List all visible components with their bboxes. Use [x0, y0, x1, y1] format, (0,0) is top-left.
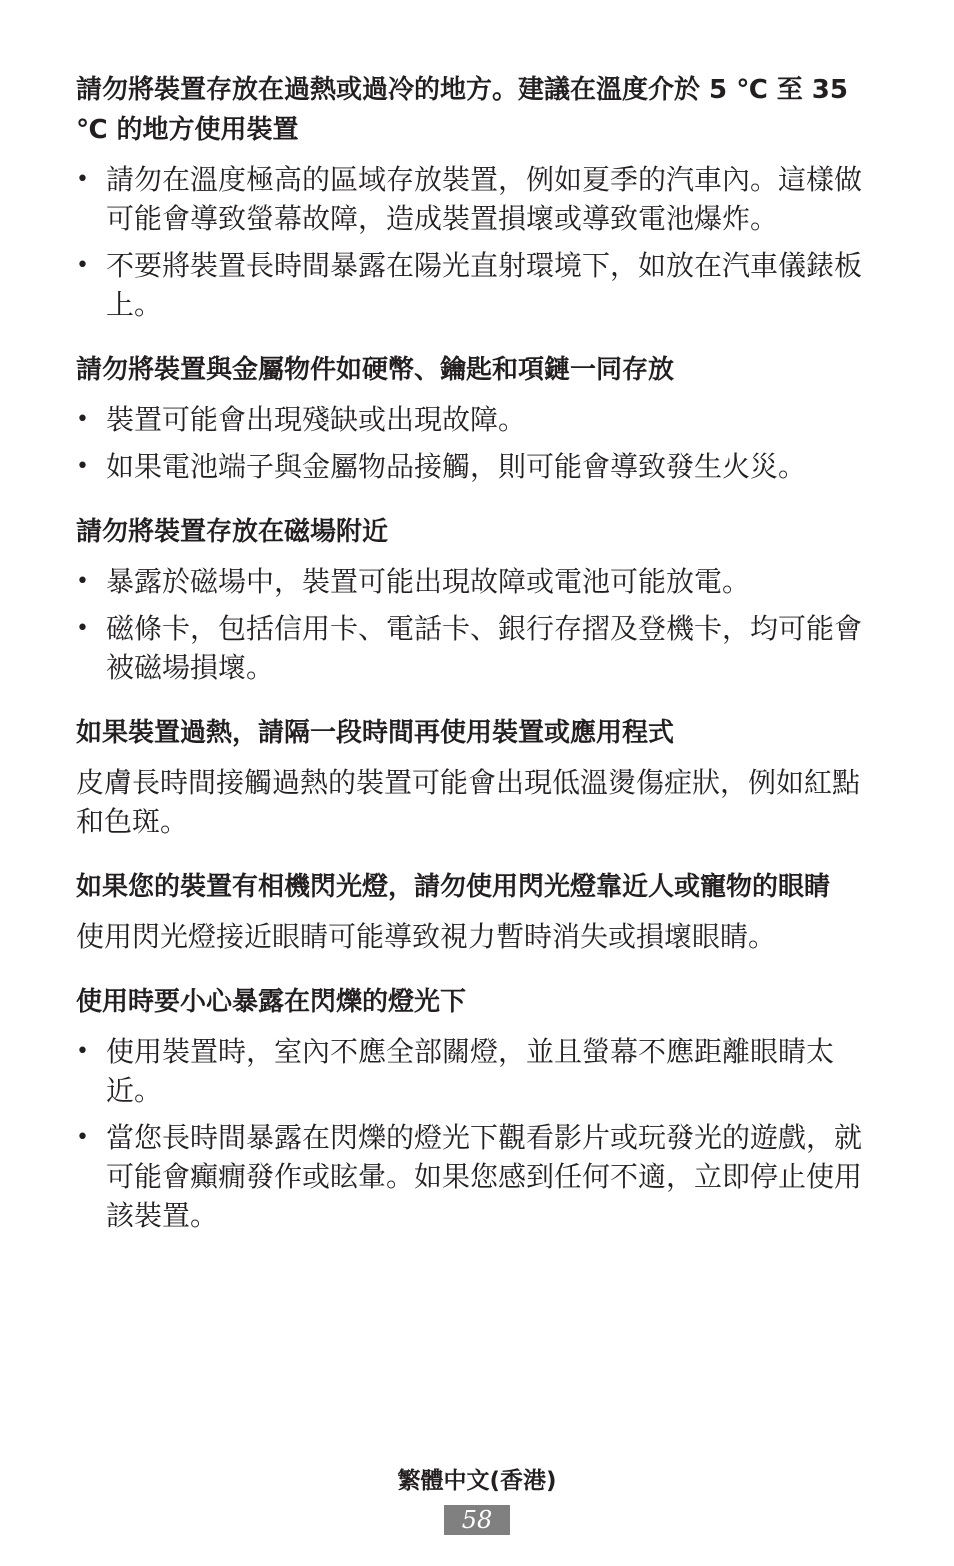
section-heading: 如果裝置過熱，請隔一段時間再使用裝置或應用程式 — [76, 718, 675, 748]
section-paragraph: 使用閃光燈接近眼睛可能導致視力暫時消失或損壞眼睛。 — [76, 920, 777, 953]
bullet-list — [76, 562, 872, 687]
section-heading: 使用時要小心暴露在閃爍的燈光下 — [76, 987, 467, 1017]
bullet-icon: • — [76, 1039, 89, 1064]
bullet-icon: • — [76, 407, 89, 432]
list-item — [76, 609, 872, 687]
bullet-list — [76, 160, 872, 324]
page-content — [76, 70, 872, 1261]
bullet-icon: • — [76, 569, 89, 594]
list-item-text: 不要將裝置長時間暴露在陽光直射環境下，如放在汽車儀錶板上。 — [106, 249, 863, 321]
bullet-icon: • — [76, 1125, 89, 1150]
section-magnetic-fields — [76, 512, 872, 687]
section-flashing-lights — [76, 982, 872, 1235]
list-item — [76, 1118, 872, 1235]
list-item — [76, 447, 872, 486]
footer-language-label: 繁體中文(香港) — [397, 1468, 557, 1494]
list-item — [76, 160, 872, 238]
list-item-text: 磁條卡，包括信用卡、電話卡、銀行存摺及登機卡，均可能會被磁場損壞。 — [106, 612, 863, 684]
section-camera-flash — [76, 867, 872, 956]
list-item-text: 如果電池端子與金屬物品接觸，則可能會導致發生火災。 — [106, 450, 807, 483]
section-overheating — [76, 713, 872, 841]
bullet-icon: • — [76, 167, 89, 192]
bullet-icon: • — [76, 616, 89, 641]
list-item-text: 暴露於磁場中，裝置可能出現故障或電池可能放電。 — [106, 565, 751, 598]
bullet-icon: • — [76, 253, 89, 278]
list-item — [76, 400, 872, 439]
list-item — [76, 246, 872, 324]
list-item-text: 裝置可能會出現殘缺或出現故障。 — [106, 403, 527, 436]
list-item-text: 請勿在溫度極高的區域存放裝置，例如夏季的汽車內。這樣做可能會導致螢幕故障，造成裝置損壞或導致電池爆炸。 — [106, 163, 863, 235]
section-heading: 請勿將裝置存放在磁場附近 — [76, 517, 389, 547]
page-number-badge: 58 — [444, 1505, 510, 1535]
list-item-text: 當您長時間暴露在閃爍的燈光下觀看影片或玩發光的遊戲，就可能會癲癇發作或眩暈。如果您感到任何不適，立即停止使用該裝置。 — [106, 1121, 863, 1232]
section-paragraph: 皮膚長時間接觸過熱的裝置可能會出現低溫燙傷症狀，例如紅點和色斑。 — [76, 766, 861, 838]
list-item — [76, 562, 872, 601]
list-item-text: 使用裝置時，室內不應全部關燈，並且螢幕不應距離眼睛太近。 — [106, 1035, 835, 1107]
section-temperature — [76, 70, 872, 324]
bullet-list — [76, 400, 872, 486]
section-heading: 請勿將裝置存放在過熱或過冷的地方。建議在溫度介於 5 ℃ 至 35 ℃ 的地方使用裝置 — [76, 75, 848, 145]
bullet-list — [76, 1032, 872, 1235]
list-item — [76, 1032, 872, 1110]
section-heading: 請勿將裝置與金屬物件如硬幣、鑰匙和項鏈一同存放 — [76, 355, 675, 385]
section-metal-objects — [76, 350, 872, 486]
bullet-icon: • — [76, 454, 89, 479]
section-heading: 如果您的裝置有相機閃光燈，請勿使用閃光燈靠近人或寵物的眼睛 — [76, 872, 831, 902]
